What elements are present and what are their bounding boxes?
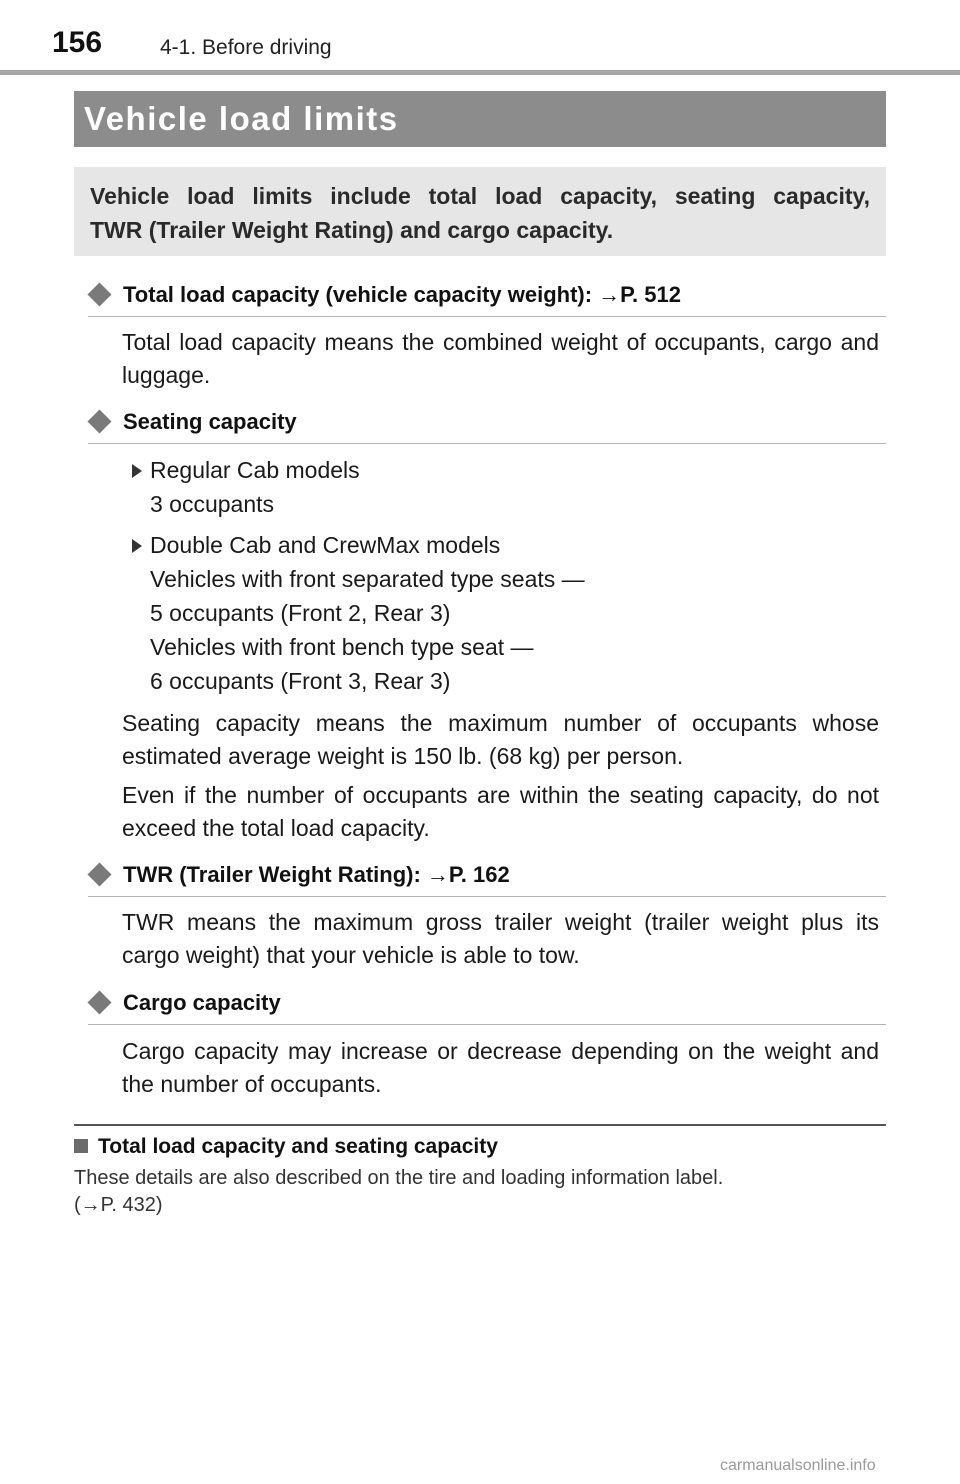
intro-line-2: TWR (Trailer Weight Rating) and cargo capacity. [90,217,614,243]
total-load-body: Total load capacity means the combined weight of occupants, cargo and luggage. [122,329,879,388]
triangle-right-icon [132,539,142,553]
intro-box [74,167,886,256]
twr-body: TWR means the maximum gross trailer weight (trailer weight plus its cargo weight) that your vehicle is able to tow. [122,909,879,968]
heading-text: Total load capacity (vehicle capacity weight): →P. 512 [123,282,681,307]
triangle-right-icon [132,464,142,478]
regular-cab-label: Regular Cab models [150,457,360,483]
seating-body-2: Even if the number of occupants are within the seating capacity, do not exceed the total load capacity. [122,782,879,841]
seating-body-1: Seating capacity means the maximum number of occupants whose estimated average weight is 150 lb. (68 kg) per person. [122,710,879,769]
square-icon [74,1139,88,1153]
note-heading: Total load capacity and seating capacity [98,1135,498,1158]
diamond-icon [87,990,111,1014]
page-title-bar [74,91,886,147]
header-divider [0,70,960,75]
page-title: Vehicle load limits [84,100,399,137]
heading-text: Seating capacity [123,409,297,434]
heading-text: TWR (Trailer Weight Rating): →P. 162 [123,862,510,887]
page-header [0,0,960,76]
section-name: 4-1. Before driving [160,36,332,59]
diamond-icon [87,282,111,306]
heading-text: Cargo capacity [123,990,281,1015]
note-divider [74,1124,886,1126]
heading-seating [88,409,886,444]
diamond-icon [87,862,111,886]
double-cab-line-3: Vehicles with front bench type seat — [150,634,534,660]
heading-total-load [88,282,886,317]
page-number: 156 [52,26,103,59]
note-line-2: (→P. 432) [74,1194,163,1216]
intro-line-1: Vehicle load limits include total load capacity, seating capacity, [90,183,870,209]
double-cab-label: Double Cab and CrewMax models [150,532,501,558]
double-cab-line-1: Vehicles with front separated type seats — [150,566,585,592]
heading-twr [88,862,886,897]
heading-cargo [88,990,886,1025]
watermark: carmanualsonline.info [720,1457,876,1474]
cargo-body: Cargo capacity may increase or decrease depending on the weight and the number of occupants. [122,1038,879,1097]
note-line-1: These details are also described on the tire and loading information label. [74,1167,724,1189]
double-cab-line-4: 6 occupants (Front 3, Rear 3) [150,668,451,694]
regular-cab-value: 3 occupants [150,491,275,517]
double-cab-line-2: 5 occupants (Front 2, Rear 3) [150,600,451,626]
diamond-icon [87,409,111,433]
